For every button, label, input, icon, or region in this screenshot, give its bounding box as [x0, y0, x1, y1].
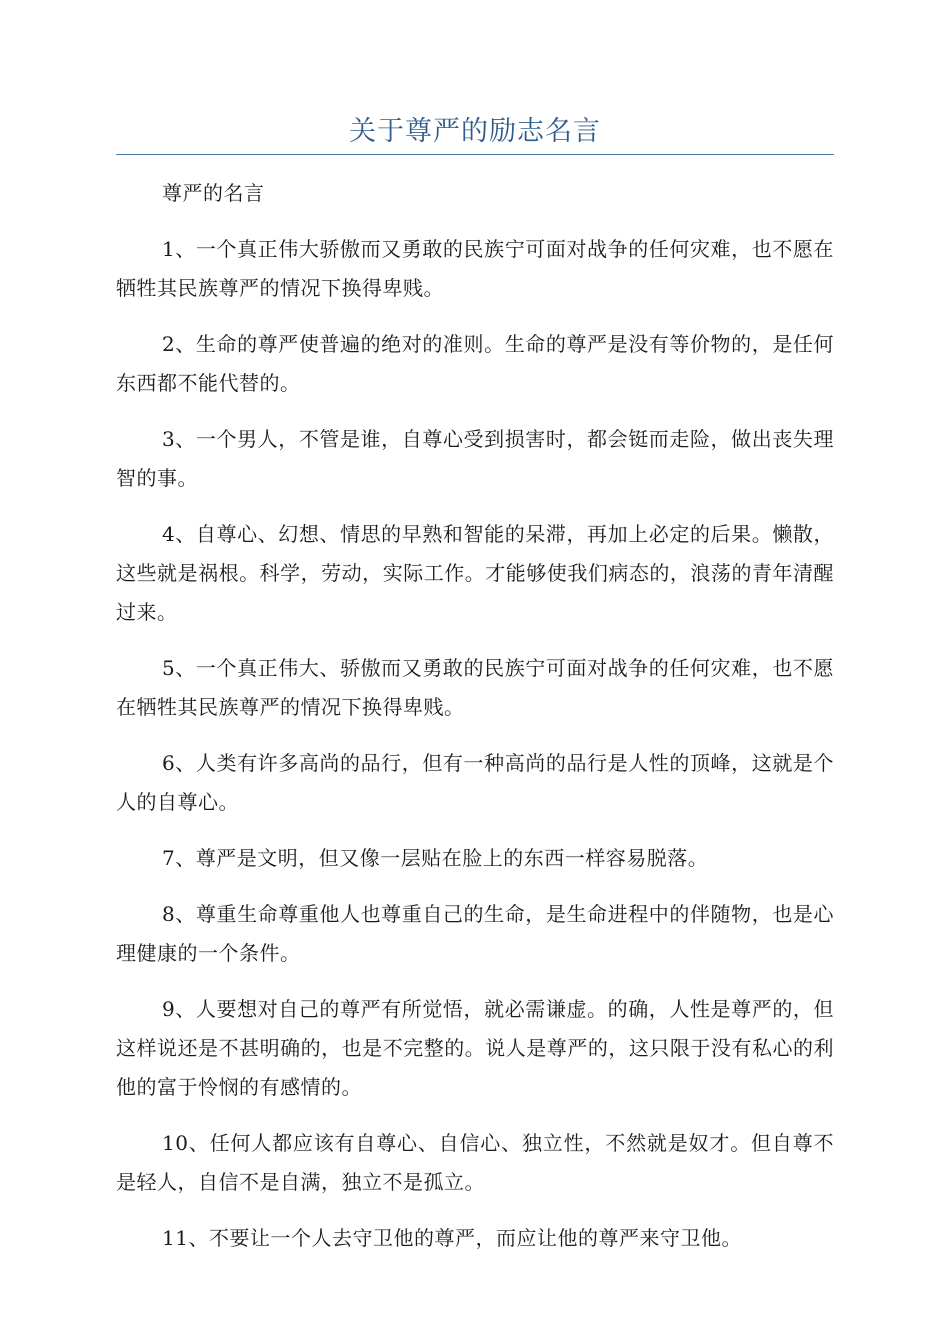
quote-paragraph-8: 8、尊重生命尊重他人也尊重自己的生命，是生命进程中的伴随物，也是心理健康的一个条件。 [116, 902, 834, 965]
quote-paragraph-5: 5、一个真正伟大、骄傲而又勇敢的民族宁可面对战争的任何灾难，也不愿在牺牲其民族尊严的情况下换得卑贱。 [116, 656, 834, 719]
quote-paragraph-3: 3、一个男人，不管是谁，自尊心受到损害时，都会铤而走险，做出丧失理智的事。 [116, 427, 834, 490]
quote-paragraph-4: 4、自尊心、幻想、情思的早熟和智能的呆滞，再加上必定的后果。懒散，这些就是祸根。科学，劳动，实际工作。才能够使我们病态的，浪荡的青年清醒过来。 [116, 522, 834, 624]
quote-paragraph-6: 6、人类有许多高尚的品行，但有一种高尚的品行是人性的顶峰，这就是个人的自尊心。 [116, 751, 834, 814]
quote-paragraph-11: 11、不要让一个人去守卫他的尊严，而应让他的尊严来守卫他。 [162, 1226, 742, 1250]
quote-paragraph-2: 2、生命的尊严使普遍的绝对的准则。生命的尊严是没有等价物的，是任何东西都不能代替的。 [116, 332, 834, 395]
quote-paragraph-9: 9、人要想对自己的尊严有所觉悟，就必需谦虚。的确，人性是尊严的，但这样说还是不甚明确的，也是不完整的。说人是尊严的，这只限于没有私心的利他的富于怜悯的有感情的。 [116, 997, 834, 1099]
section-heading: 尊严的名言 [162, 181, 265, 205]
document-body [116, 174, 834, 1275]
quote-paragraph-10: 10、任何人都应该有自尊心、自信心、独立性，不然就是奴才。但自尊不是轻人，自信不是自满，独立不是孤立。 [116, 1131, 834, 1194]
quote-paragraph-1: 1、一个真正伟大骄傲而又勇敢的民族宁可面对战争的任何灾难，也不愿在牺牲其民族尊严的情况下换得卑贱。 [116, 237, 834, 300]
title-underline [116, 154, 834, 155]
quote-paragraph-7: 7、尊严是文明，但又像一层贴在脸上的东西一样容易脱落。 [162, 846, 709, 870]
document-title: 关于尊严的励志名言 [349, 116, 601, 147]
